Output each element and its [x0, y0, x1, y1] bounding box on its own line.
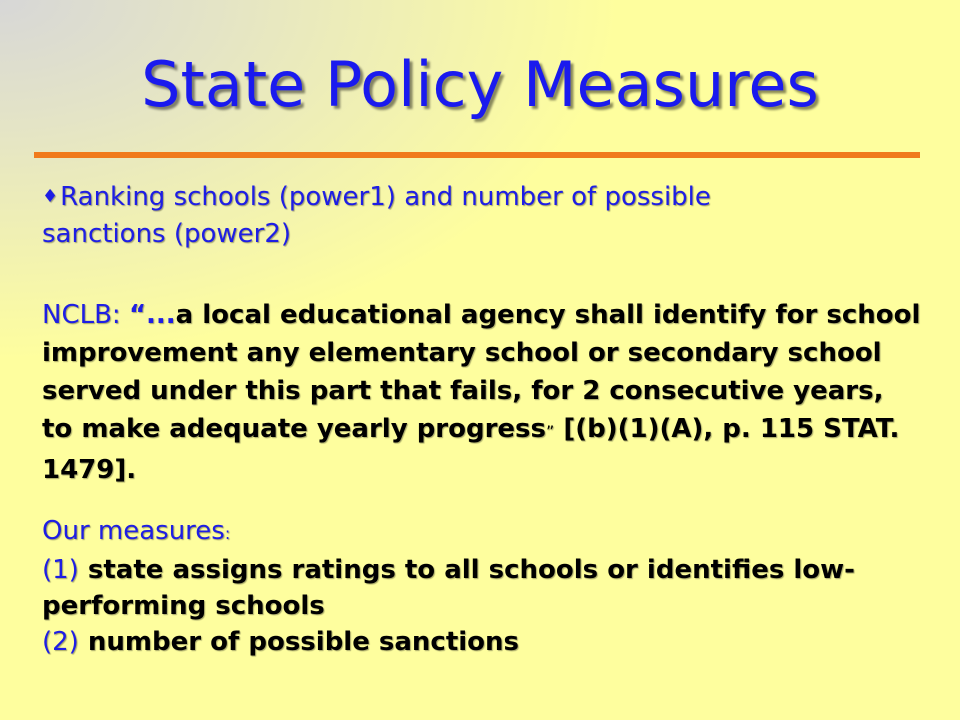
nclb-label: NCLB:	[42, 300, 129, 330]
measure-1-number: (1)	[42, 555, 79, 585]
measure-2-number: (2)	[42, 627, 79, 657]
bullet-line-1: Ranking schools (power1) and number of possible	[60, 182, 711, 212]
bullet-line-2: sanctions (power2)	[42, 219, 292, 249]
measures-colon: :	[224, 524, 231, 543]
measure-1-text: state assigns ratings to all schools or identifies low-performing schools	[42, 555, 855, 621]
bullet-point	[42, 180, 922, 251]
measure-2-text: number of possible sanctions	[78, 627, 520, 657]
measures-heading: Our measures	[42, 516, 225, 546]
our-measures	[42, 513, 922, 660]
slide-title: State Policy Measures	[141, 48, 819, 121]
nclb-open-quote: “...	[128, 300, 176, 330]
nclb-citation: [(b)(1)(A), p. 115 STAT. 1479].	[42, 414, 900, 485]
diamond-bullet-icon: ♦	[42, 186, 59, 207]
nclb-quote-text: a local educational agency shall identify for school improvement any elementary school or secondary school served under this part that fails, for 2 consecutive years, to make adequate yearly progress	[42, 300, 921, 444]
title-divider	[34, 152, 920, 158]
nclb-quote	[42, 296, 922, 489]
nclb-close-quote: ”	[546, 422, 555, 441]
